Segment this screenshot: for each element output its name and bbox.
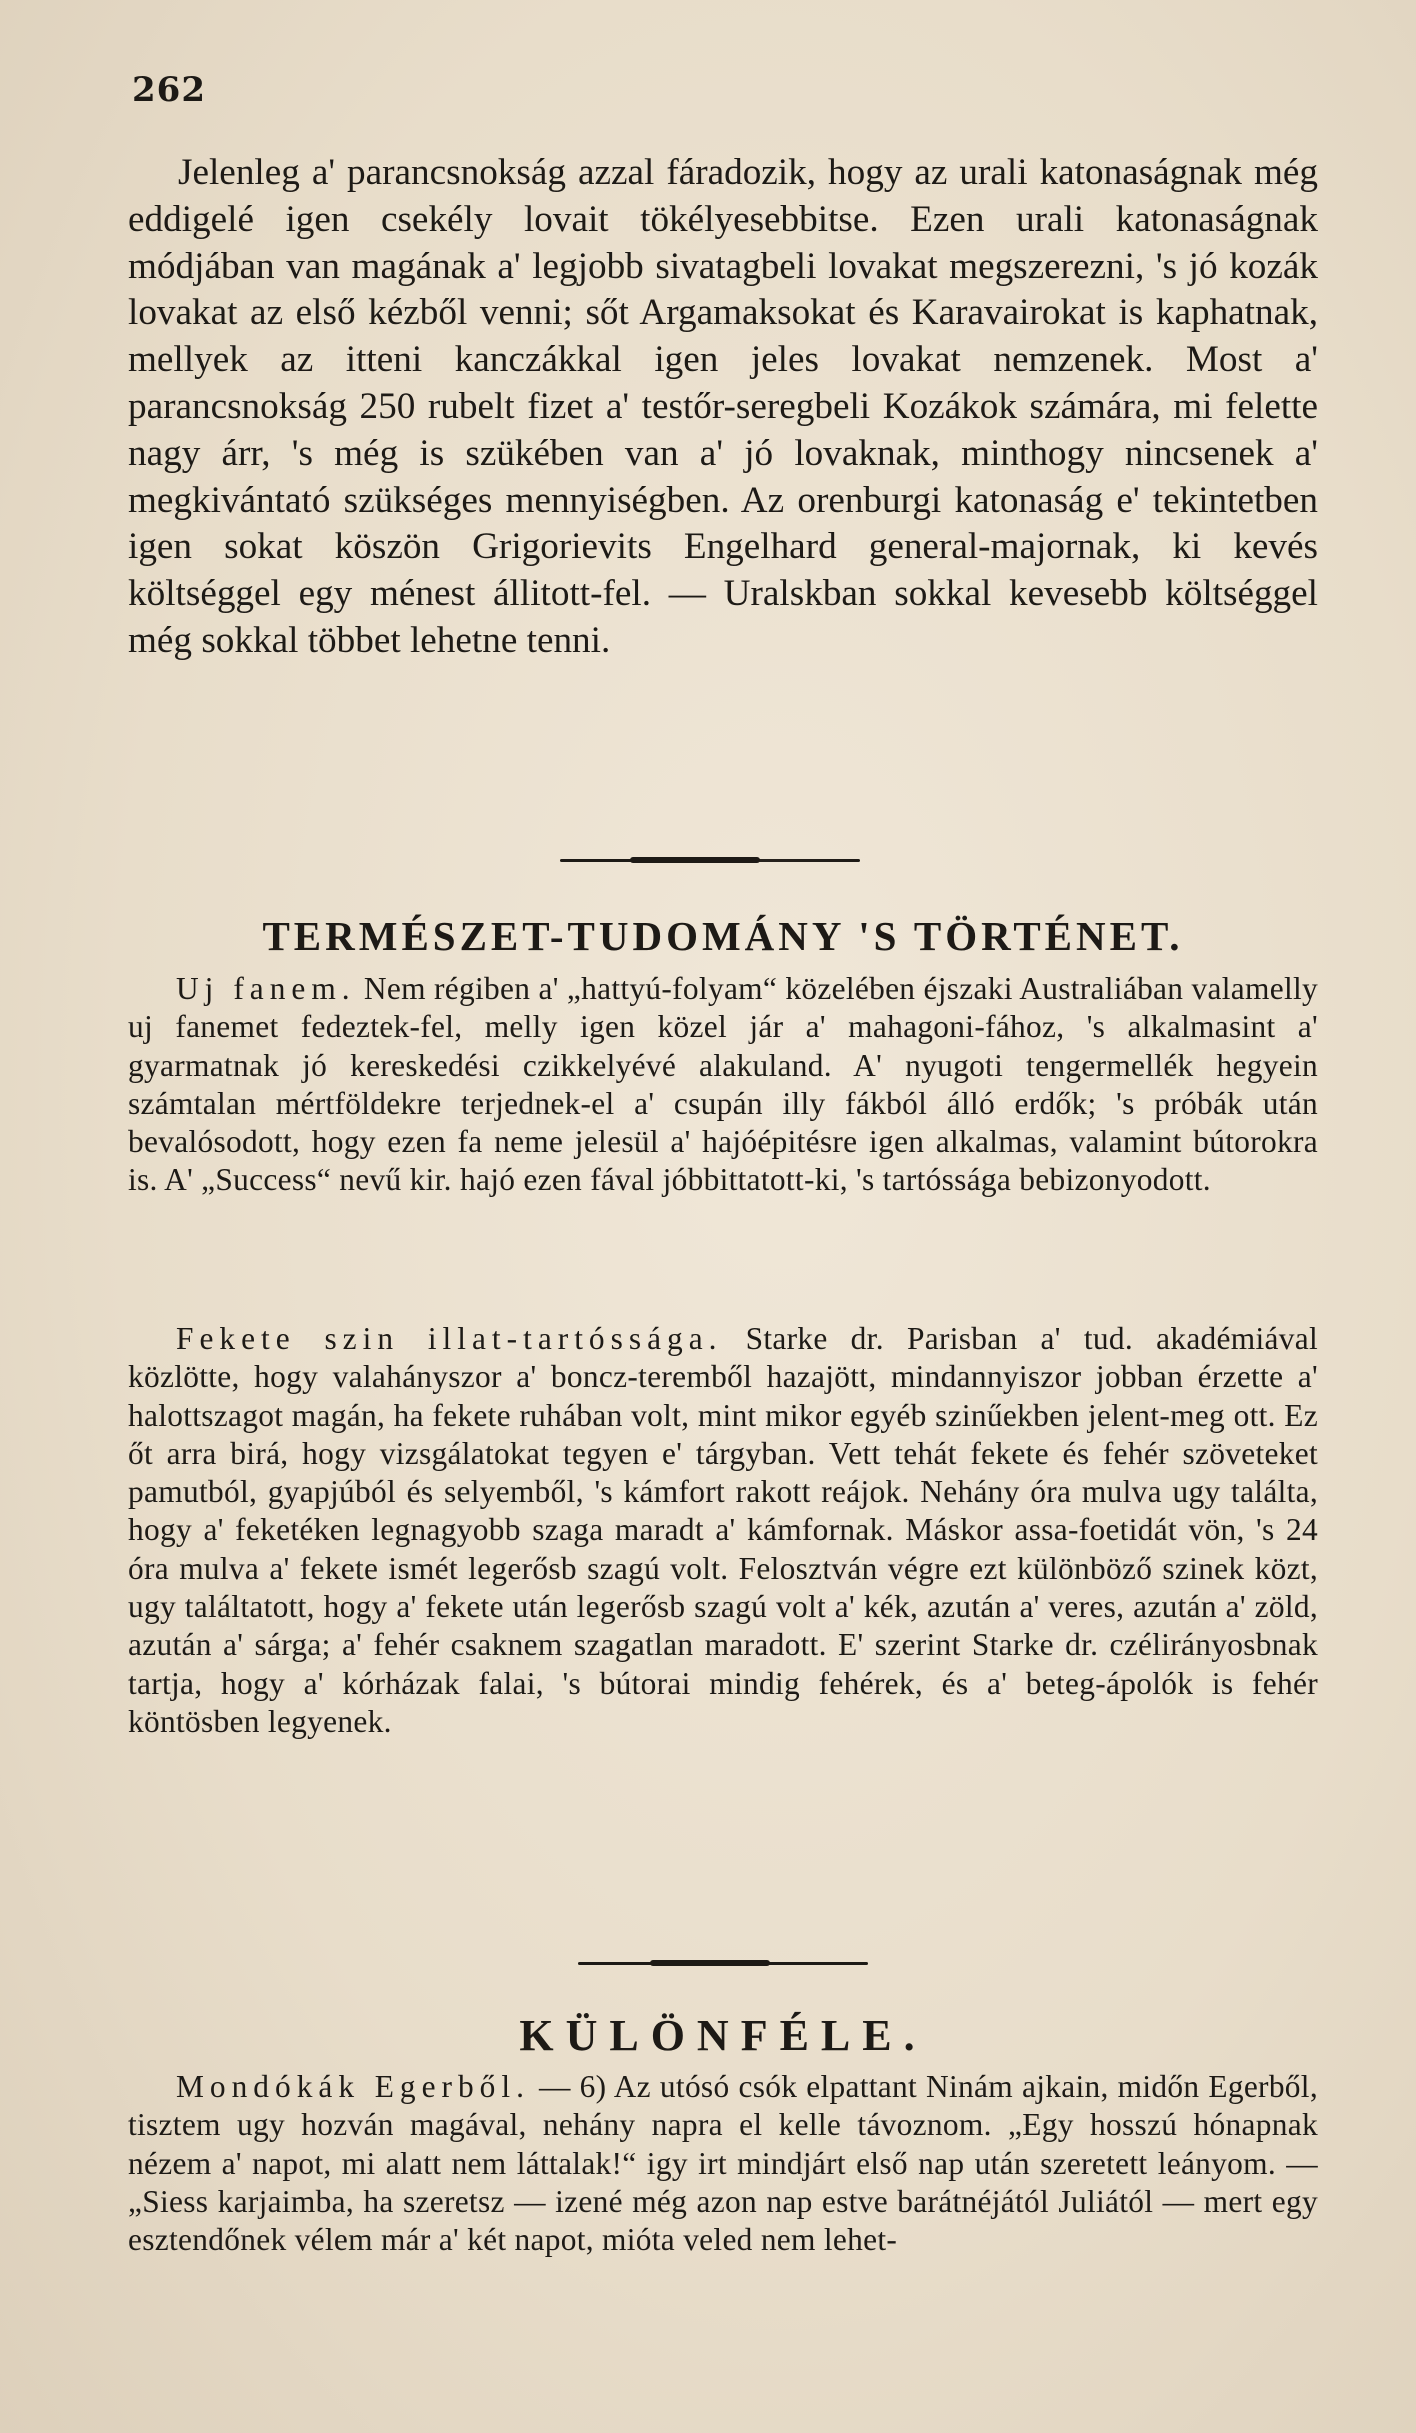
article-title: Fekete szin illat-tartóssága. <box>176 1321 723 1356</box>
article-title: Mondókák Egerből. <box>176 2069 530 2104</box>
article-paragraph <box>128 970 1318 1200</box>
article-paragraph <box>128 2068 1318 2259</box>
article-paragraph <box>128 1320 1318 1741</box>
intro-paragraph: Jelenleg a' parancsnokság azzal fáradozik, hogy az urali katonaságnak még eddigelé igen csekély lovait tökélyesebbitse. Ezen urali katonaságnak módjában van magának a' legjobb sivatagbeli lovakat megszerezni, 's jó kozák lovakat az első kézből venni; sőt Argamaksokat és Karavairokat is kaphatnak, mellyek az itteni kanczákkal igen jeles lovakat nemzenek. Most a' parancsnokság 250 rubelt fizet a' testőr-seregbeli Kozákok számára, mi felette nagy árr, 's még is szükében van a' jó lovaknak, minthogy nincsenek a' megkivántató szükséges mennyiségben. Az orenburgi katonaság e' tekintetben igen sokat köszön Grigorievits Engelhard general-majornak, ki kevés költséggel egy ménest állitott-fel. — Uralskban sokkal kevesebb költséggel még sokkal többet lehetne tenni. <box>128 152 1318 661</box>
section-heading-miscellany: KÜLÖNFÉLE. <box>519 2011 927 2060</box>
article-body: Nem régiben a' „hattyú-folyam“ közelében éjszaki Australiában valamelly uj fanemet fedeztek-fel, melly igen közel jár a' mahagoni-fához, 's alkalmasint a' gyarmatnak jó kereskedési czikkelyévé alakuland. A' nyugoti tengermellék hegyein számtalan mértföldekre terjednek-el a' csupán illy fákból álló erdők; 's próbák után bevalósodott, hogy ezen fa neme jelesül a' hajóépitésre igen alkalmas, valamint bútorokra is. A' „Success“ nevű kir. hajó ezen fával jóbbittatott-ki, 's tartóssága bebizonyodott. <box>128 971 1318 1198</box>
intro-paragraph-block <box>128 150 1318 665</box>
article-new-tree-species <box>128 970 1318 1200</box>
article-body: Starke dr. Parisban a' tud. akadémiával közlötte, hogy valahányszor a' boncz-teremből hazajött, mindannyiszor jobban érzette a' halottszagot magán, ha fekete ruhában volt, mint mikor egyéb szinűekben jelent-meg ott. Ez őt arra birá, hogy vizsgálatokat tegyen e' tárgyban. Vett tehát fekete és fehér szöveteket pamutból, gyapjúból és selyemből, 's kámfort rakott reájok. Nehány óra mulva ugy találta, hogy a' feketéken legnagyobb szaga maradt a' kámfornak. Máskor assa-foetidát vön, 's 24 óra mulva a' fekete ismét legerősb szagú volt. Felosztván végre ezt különböző szinek közt, ugy találtatott, hogy a' fekete után legerősb szagú volt a' kék, azután a' veres, azután a' zöld, azután a' sárga; a' fehér csaknem szagatlan maradott. E' szerint Starke dr. czélirányosbnak tartja, hogy a' kórházak falai, 's bútorai mindig fehérek, és a' beteg-ápolók is fehér köntösben legyenek. <box>128 1321 1319 1739</box>
article-body: — 6) Az utósó csók elpattant Ninám ajkain, midőn Egerből, tisztem ugy hozván magával, nehány napra el kelle távoznom. „Egy hosszú hónapnak nézem a' napot, mi alatt nem láttalak!“ igy irt mindjárt első nap után szeretett leányom. — „Siess karjaimba, ha szeretsz — izené még azon nap estve barátnéjától Juliától — mert egy esztendőnek vélem már a' két napot, mióta veled nem lehet- <box>128 2069 1318 2258</box>
article-black-color-smell <box>128 1320 1318 1741</box>
section-divider-bottom-swell <box>650 1960 770 1966</box>
section-divider-top-swell <box>630 857 760 863</box>
section-heading-natural-science: TERMÉSZET-TUDOMÁNY 'S TÖRTÉNET. <box>262 913 1184 959</box>
article-title: Uj fanem. <box>176 971 356 1006</box>
page-number: 262 <box>132 70 206 110</box>
article-sayings-from-eger <box>128 2068 1318 2259</box>
